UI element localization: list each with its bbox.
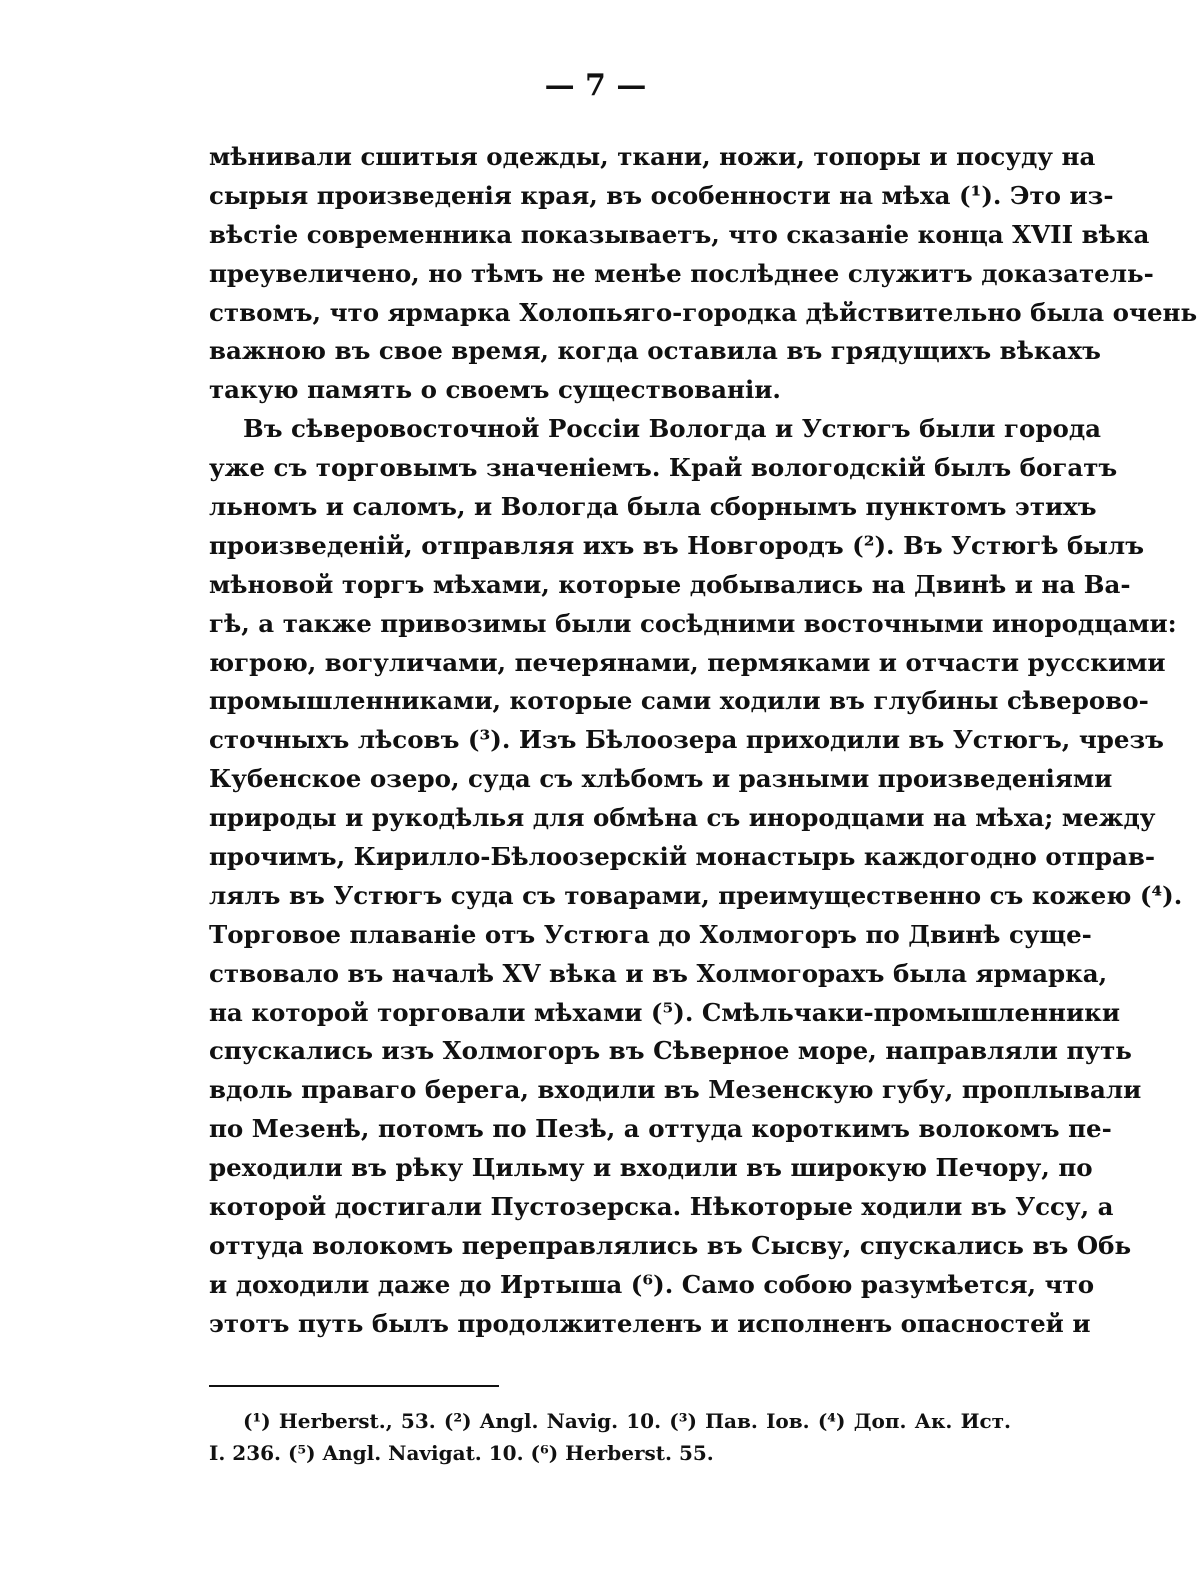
text-line: югрою, вогуличами, печерянами, пермяками и отчасти русскими [209, 647, 1166, 677]
text-line: промышленниками, которые сами ходили въ глубины сѣверово- [209, 686, 1149, 716]
footnotes [209, 1405, 1011, 1469]
text-line: прочимъ, Кирилло-Бѣлоозерскій монастырь каждогодно отправ- [209, 842, 1156, 872]
text-line: Кубенское озеро, суда съ хлѣбомъ и разными произведеніями [209, 764, 1113, 794]
text-line: которой достигали Пустозерска. Нѣкоторые ходили въ Уссу, а [209, 1192, 1114, 1222]
text-line: Торговое плаваніе отъ Устюга до Холмогоръ по Двинѣ суще- [209, 919, 1092, 949]
text-line: сточныхъ лѣсовъ (³). Изъ Бѣлоозера приходили въ Устюгъ, чрезъ [209, 725, 1164, 755]
text-line: вдоль праваго берега, входили въ Мезенскую губу, проплывали [209, 1075, 1142, 1105]
text-line: спускались изъ Холмогоръ въ Сѣверное море, направляли путь [209, 1036, 1132, 1066]
text-line: вѣстіе современника показываетъ, что сказаніе конца XVII вѣка [209, 219, 1150, 249]
text-line: уже съ торговымъ значеніемъ. Край вологодскій былъ богатъ [209, 453, 1118, 483]
text-line: ствомъ, что ярмарка Холопьяго-городка дѣйствительно была очень [209, 297, 1197, 327]
footnote-line: I. 236. (⁵) Angl. Navigat. 10. (⁶) Herberst. 55. [209, 1441, 714, 1465]
text-line: природы и рукодѣлья для обмѣна съ инородцами на мѣха; между [209, 803, 1156, 833]
text-line: мѣновой торгъ мѣхами, которые добывались на Двинѣ и на Ва- [209, 569, 1131, 599]
text-line: реходили въ рѣку Цильму и входили въ широкую Печору, по [209, 1153, 1093, 1183]
text-line: и доходили даже до Иртыша (⁶). Само собою разумѣется, что [209, 1269, 1095, 1299]
text-line: мѣнивали сшитыя одежды, ткани, ножи, топоры и посуду на [209, 142, 1096, 171]
text-line: лялъ въ Устюгъ суда съ товарами, преимущественно съ кожею (⁴). [209, 880, 1183, 910]
text-line: ствовало въ началѣ XV вѣка и въ Холмогорахъ была ярмарка, [209, 958, 1108, 988]
body-text [209, 138, 1197, 1344]
text-line: на которой торговали мѣхами (⁵). Смѣльчаки-промышленники [209, 997, 1120, 1027]
text-line: сырыя произведенія края, въ особенности на мѣха (¹). Это из- [209, 180, 1114, 210]
text-line: такую память о своемъ существованіи. [209, 375, 781, 405]
text-line: этотъ путь былъ продолжителенъ и исполненъ опасностей и [209, 1308, 1091, 1338]
text-line: оттуда волокомъ переправлялись въ Сысву, спускались въ Обь [209, 1230, 1132, 1260]
text-line: важною въ свое время, когда оставила въ грядущихъ вѣкахъ [209, 336, 1101, 366]
text-line: льномъ и саломъ, и Вологда была сборнымъ пунктомъ этихъ [209, 492, 1097, 522]
text-line: гѣ, а также привозимы были сосѣдними восточными инородцами: [209, 608, 1177, 638]
footnote-line: (¹) Herberst., 53. (²) Angl. Navig. 10. (³) Пав. Іов. (⁴) Доп. Ак. Ист. [243, 1409, 1011, 1433]
text-line: Въ сѣверовосточной Россіи Вологда и Устюгъ были города [243, 414, 1102, 444]
text-line: произведеній, отправляя ихъ въ Новгородъ (²). Въ Устюгѣ былъ [209, 530, 1144, 560]
footnote-divider [209, 1385, 499, 1387]
page-number: — 7 — [544, 68, 647, 103]
text-line: преувеличено, но тѣмъ не менѣе послѣднее служитъ доказатель- [209, 258, 1154, 288]
text-line: по Мезенѣ, потомъ по Пезѣ, а оттуда короткимъ волокомъ пе- [209, 1114, 1112, 1144]
